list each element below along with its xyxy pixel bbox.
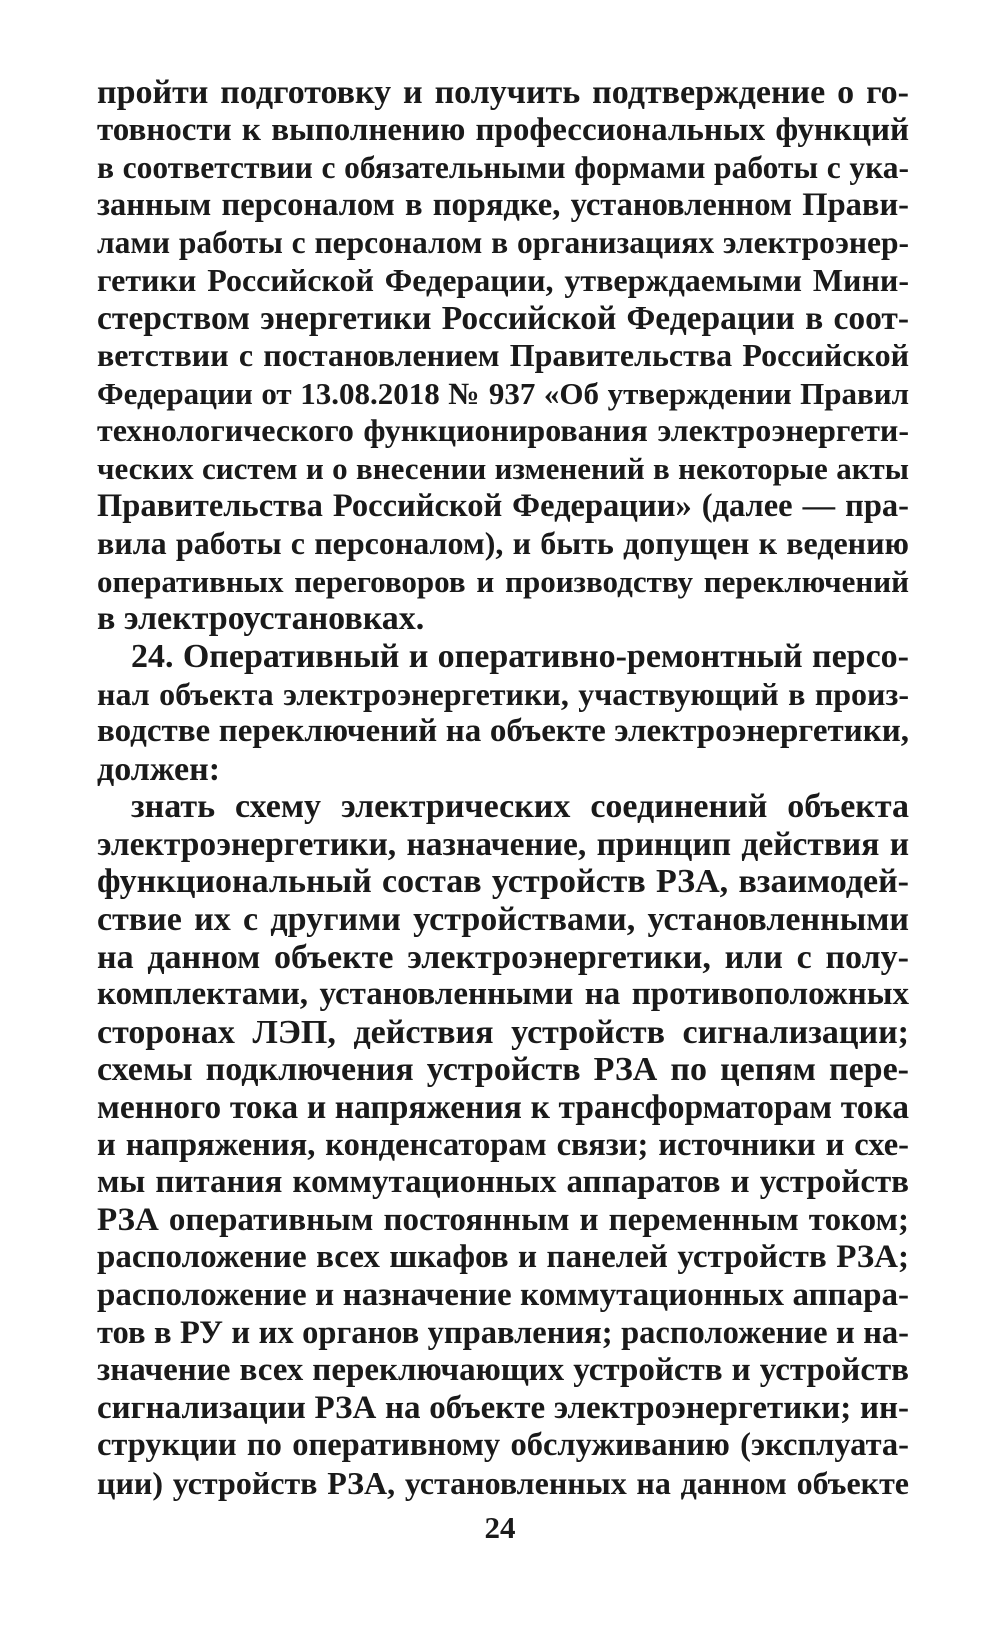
text-line: расположение и назначение коммутационных аппара- <box>97 1277 909 1313</box>
body-text <box>97 74 909 1503</box>
text-line: ветствии с постановлением Правительства Российской <box>97 337 909 374</box>
text-line: знать схему электрических соединений объекта <box>131 788 909 826</box>
text-line: комплектами, установленными на противоположных <box>97 976 909 1013</box>
text-line: расположение всех шкафов и панелей устройств РЗА; <box>97 1239 909 1276</box>
text-line: сторонах ЛЭП, действия устройств сигнализации; <box>97 1013 909 1051</box>
text-line: РЗА оперативным постоянным и переменным током; <box>97 1201 909 1238</box>
text-line: струкции по оперативному обслуживанию (эксплуата- <box>97 1427 909 1464</box>
text-line: менного тока и напряжения к трансформаторам тока <box>97 1089 909 1127</box>
text-line: гетики Российской Федерации, утверждаемыми Мини- <box>97 261 909 298</box>
text-line: оперативных переговоров и производству переключений <box>97 563 909 599</box>
text-line: ции) устройств РЗА, установленных на данном объекте <box>97 1464 909 1501</box>
text-line: сигнализации РЗА на объекте электроэнергетики; ин- <box>97 1389 909 1426</box>
text-line: ческих систем и о внесении изменений в некоторые акты <box>97 450 909 486</box>
text-line: технологического функционирования электроэнергети- <box>97 412 909 449</box>
text-line: лами работы с персоналом в организациях электроэнер- <box>97 225 909 261</box>
text-line: в соответствии с обязательными формами работы с ука- <box>97 150 909 186</box>
text-line: Правительства Российской Федерации» (далее — пра- <box>97 487 909 524</box>
text-line: стерством энергетики Российской Федерации в соот- <box>97 299 909 337</box>
text-line: товности к выполнению профессиональных функций <box>97 111 909 148</box>
text-line: водстве переключений на объекте электроэнергетики, <box>97 713 909 750</box>
text-line: тов в РУ и их органов управления; расположение и на- <box>97 1314 909 1351</box>
text-line: вила работы с персоналом), и быть допущен к ведению <box>97 525 909 562</box>
text-line: мы питания коммутационных аппаратов и устройств <box>97 1164 909 1201</box>
clause-24-heading-line: 24. Оперативный и оперативно-ремонтный персо- <box>131 637 909 675</box>
text-line: и напряжения, конденсаторам связи; источники и схе- <box>97 1126 909 1163</box>
text-line: схемы подключения устройств РЗА по цепям пере- <box>97 1051 909 1089</box>
text-line: функциональный состав устройств РЗА, взаимодей- <box>97 863 909 901</box>
text-line: Федерации от 13.08.2018 № 937 «Об утверждении Правил <box>97 375 909 411</box>
text-line: электроэнергетики, назначение, принцип действия и <box>97 825 909 863</box>
text-line: нал объекта электроэнергетики, участвующий в произ- <box>97 675 909 712</box>
text-line: значение всех переключающих устройств и устройств <box>97 1352 909 1389</box>
text-line: должен: <box>97 750 221 788</box>
text-line: на данном объекте электроэнергетики, или с полу- <box>97 938 909 976</box>
text-line: занным персоналом в порядке, установленном Прави- <box>97 186 909 223</box>
page-number: 24 <box>484 1510 516 1545</box>
text-line: ствие их с другими устройствами, установленными <box>97 901 909 939</box>
text-line: в электроустановках. <box>97 600 425 638</box>
text-line: пройти подготовку и получить подтверждение о го- <box>97 74 909 111</box>
